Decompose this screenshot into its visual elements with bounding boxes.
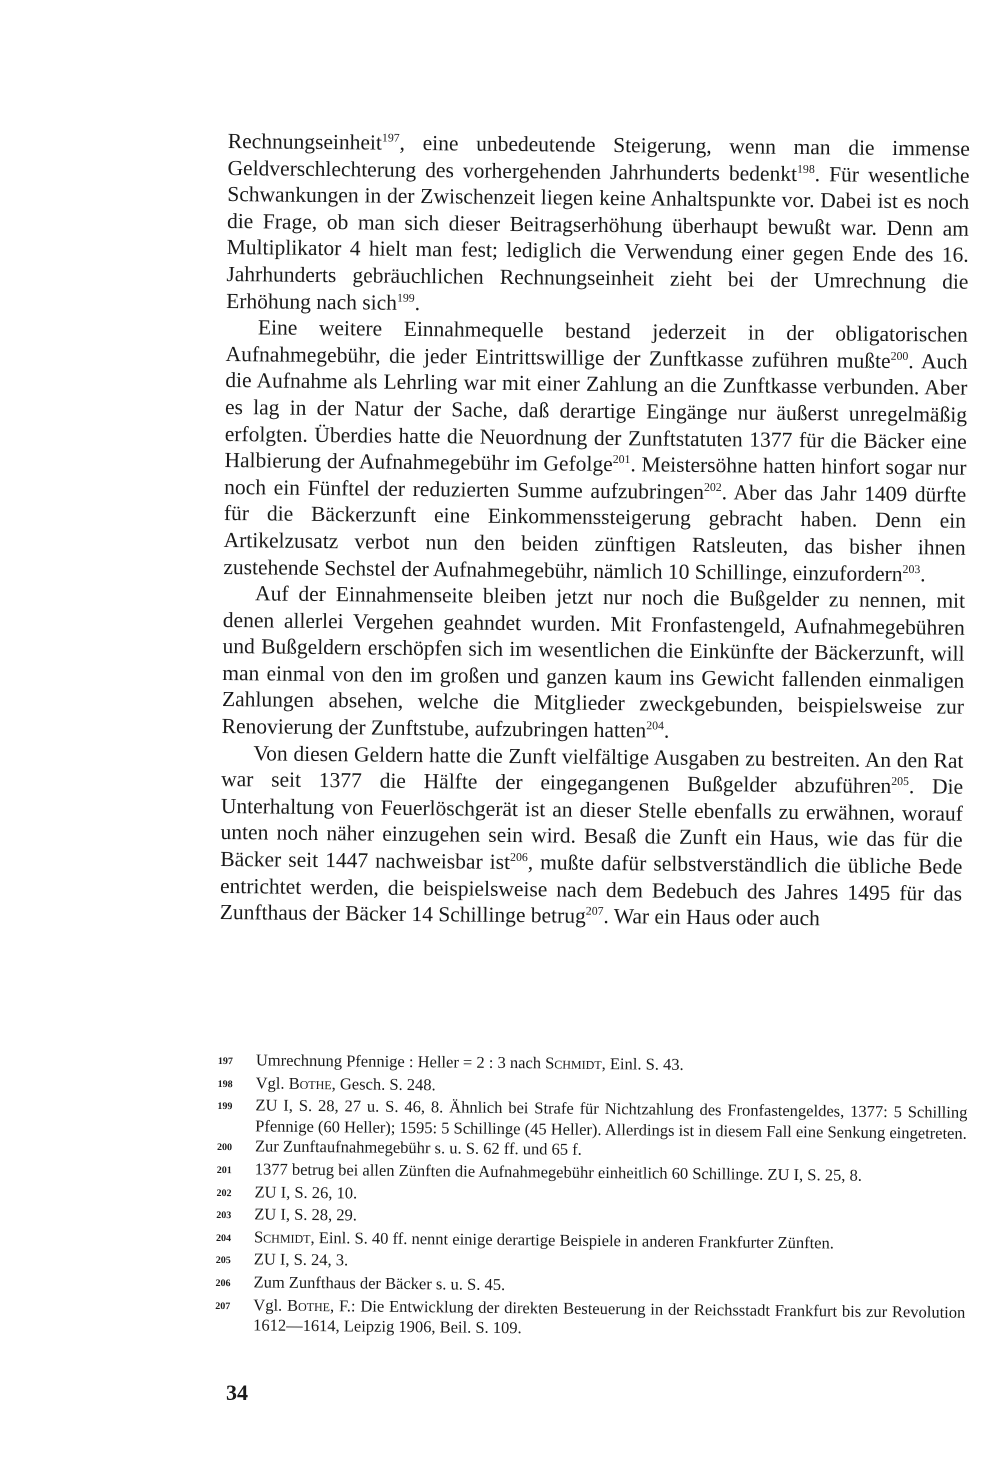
text-run: Vgl. xyxy=(253,1294,288,1315)
text-run: ZU I, S. 24, 3. xyxy=(253,1249,349,1270)
text-run: ZU I, S. 28, 27 u. S. 46, 8. Ähnlich bei Strafe für Nichtzahlung des Fronfastengeldes, 1377: 5 Schilling Pfennige (60 Heller); 1595: 5 Schillinge (45 Heller). Allerdings ist in diesem Fall eine Senkung eingetreten. xyxy=(255,1095,968,1143)
footnote-number: 198 xyxy=(217,1078,233,1090)
footnote-reference: 206 xyxy=(510,849,528,865)
footnote-reference: 207 xyxy=(585,903,604,919)
text-run: , eine unbedeutende Steigerung, wenn man die immense Geldverschlechterung des vorhergehenden Jahrhunderts bedenkt xyxy=(227,130,970,186)
text-run: . War ein Haus oder auch xyxy=(603,904,820,931)
text-run: . xyxy=(663,718,670,743)
footnote-number: 197 xyxy=(217,1055,233,1068)
footnote-reference: 205 xyxy=(891,774,910,789)
text-run: . Meistersöhne hatten hinfort sogar nur noch ein Fünftel der reduzierten Summe aufzubringen xyxy=(224,452,967,504)
footnote-reference: 200 xyxy=(890,348,909,363)
footnote-reference: 201 xyxy=(612,452,631,467)
text-run: Zur Zunftaufnahmegebühr s. u. S. 62 ff. und 65 f. xyxy=(254,1136,582,1160)
paragraph xyxy=(220,740,964,934)
text-run: Von diesen Geldern hatte die Zunft vielfältige Ausgaben zu bestreiten. An den Rat war seit 1377 die Hälfte der eingegangenen Bußgelder abzuführen xyxy=(221,740,964,799)
footnote-reference: 203 xyxy=(902,561,921,576)
footnote-reference: 204 xyxy=(646,718,665,733)
text-run: Vgl. xyxy=(255,1072,289,1093)
footnote-text xyxy=(253,1295,965,1344)
text-run: , Gesch. S. 248. xyxy=(331,1073,436,1094)
footnote-number: 205 xyxy=(215,1255,231,1267)
paragraph xyxy=(226,128,970,322)
footnote-number: 206 xyxy=(215,1277,231,1290)
text-run: , Einl. S. 43. xyxy=(601,1054,684,1074)
text-run: 1377 betrug bei allen Zünften die Aufnahmegebühr einheitlich 60 Schillinge. ZU I, S. 25, 8. xyxy=(254,1159,862,1185)
footnotes-section xyxy=(215,1050,968,1344)
text-run: , mußte dafür selbstverständlich die übliche Bede entrichtet werden, die beispielsweise nach dem Bedebuch des Jahres 1495 für das Zunfthaus der Bäcker 14 Schillinge betrug xyxy=(219,850,963,929)
text-run: . Auch die Aufnahme als Lehrling war mit einer Zahlung an die Zunftkasse verbunden. Aber es lag in der Natur der Sache, daß derartige Eingänge nur äußerst unregelmäßig erfolgten. Überdies hatte die Neuordnung der Zunftstatuten 1377 für die Bäcker eine Halbierung der Aufnahmegebühr im Gefolge xyxy=(224,348,968,477)
footnote-number: 199 xyxy=(217,1101,233,1113)
text-run: . xyxy=(414,290,421,315)
footnote-separator xyxy=(228,1042,348,1043)
footnote-number: 207 xyxy=(215,1300,231,1312)
author-name: Schmidt xyxy=(545,1053,602,1074)
author-name: Bothe xyxy=(288,1073,332,1093)
text-run: Umrechnung Pfennige : Heller = 2 : 3 nach xyxy=(255,1050,546,1073)
footnote-reference: 202 xyxy=(703,479,722,494)
main-text xyxy=(220,128,970,934)
text-run: Rechnungseinheit xyxy=(227,128,383,155)
text-run: . Für wesentliche Schwankungen in der Zwischenzeit liegen keine Anhaltspunkte vor. Dabei ist es noch die Frage, ob man sich dieser Beitragserhöhung überhaupt bewußt war. Denn am Multiplikator 4 hielt man fest; lediglich die Verwendung einer gegen Ende des 16. Jahrhunderts gebräuchlichen Rechnungseinheit zieht bei der Umrechnung die Erhöhung nach sich xyxy=(226,161,970,315)
footnote-number: 202 xyxy=(216,1187,232,1199)
text-run: Eine weitere Einnahmequelle bestand jederzeit in der obligatorischen Aufnahmegebühr, die jeder Eintrittswillige der Zunftkasse zuführen mußte xyxy=(225,315,968,373)
page-number: 34 xyxy=(226,1380,248,1405)
text-run: . Die Unterhaltung von Feuerlöschgerät ist an dieser Stelle ebenfalls zu erwähnen, worauf unten noch näher einzugehen sein wird. Besaß die Zunft ein Haus, wie das für die Bäcker seit 1447 nachweisbar ist xyxy=(220,774,964,875)
text-run: ZU I, S. 28, 29. xyxy=(254,1204,358,1225)
footnote-reference: 198 xyxy=(797,161,815,176)
footnote-number: 201 xyxy=(216,1164,232,1177)
text-run: , Einl. S. 40 ff. nennt einige derartige Beispiele in anderen Frankfurter Zünften. xyxy=(310,1227,835,1253)
footnote-number: 203 xyxy=(216,1210,232,1222)
text-run: . xyxy=(920,561,926,586)
author-name: Bothe xyxy=(286,1295,331,1315)
footnote-reference: 197 xyxy=(381,130,400,145)
paragraph xyxy=(223,314,968,588)
text-run: Auf der Einnahmenseite bleiben jetzt nur noch die Bußgelder zu nennen, mit denen allerlei Vergehen geahndet wurden. Mit Fronfastengeld, Aufnahmegebühren und Bußgeldern erschöpfen sich im wesentlichen die Einkünfte der Bäckerzunft, will man einmal von den im großen und ganzen kaum ins Gewicht fallenden einmaligen Zahlungen absehen, welche die Mitglieder zweckgebunden, beispielsweise zur Renovierung der Zunftstube, aufzubringen hatten xyxy=(221,581,966,743)
text-run: ZU I, S. 26, 10. xyxy=(254,1181,358,1203)
paragraph xyxy=(222,580,966,747)
footnote-number: 204 xyxy=(215,1232,232,1244)
footnote xyxy=(215,1295,965,1344)
footnote-reference: 199 xyxy=(396,290,415,305)
footnote-number: 200 xyxy=(216,1142,233,1154)
author-name: Schmidt xyxy=(253,1227,311,1247)
text-run: . Aber das Jahr 1409 dürfte für die Bäckerzunft eine Einkommenssteigerung gebracht haben. Denn ein Artikelzusatz verbot nun den beiden zünftigen Ratsleuten, das bisher ihnen zustehende Sechstel der Aufnahmegebühr, nämlich 10 Schillinge, einzufordern xyxy=(223,479,967,586)
text-run: Zum Zunfthaus der Bäcker s. u. S. 45. xyxy=(253,1272,506,1294)
text-run: , F.: Die Entwicklung der direkten Besteuerung in der Reichsstadt Frankfurt bis zur Revolution 1612—1614, Leipzig 1906, Beil. S. 109. xyxy=(253,1295,966,1338)
